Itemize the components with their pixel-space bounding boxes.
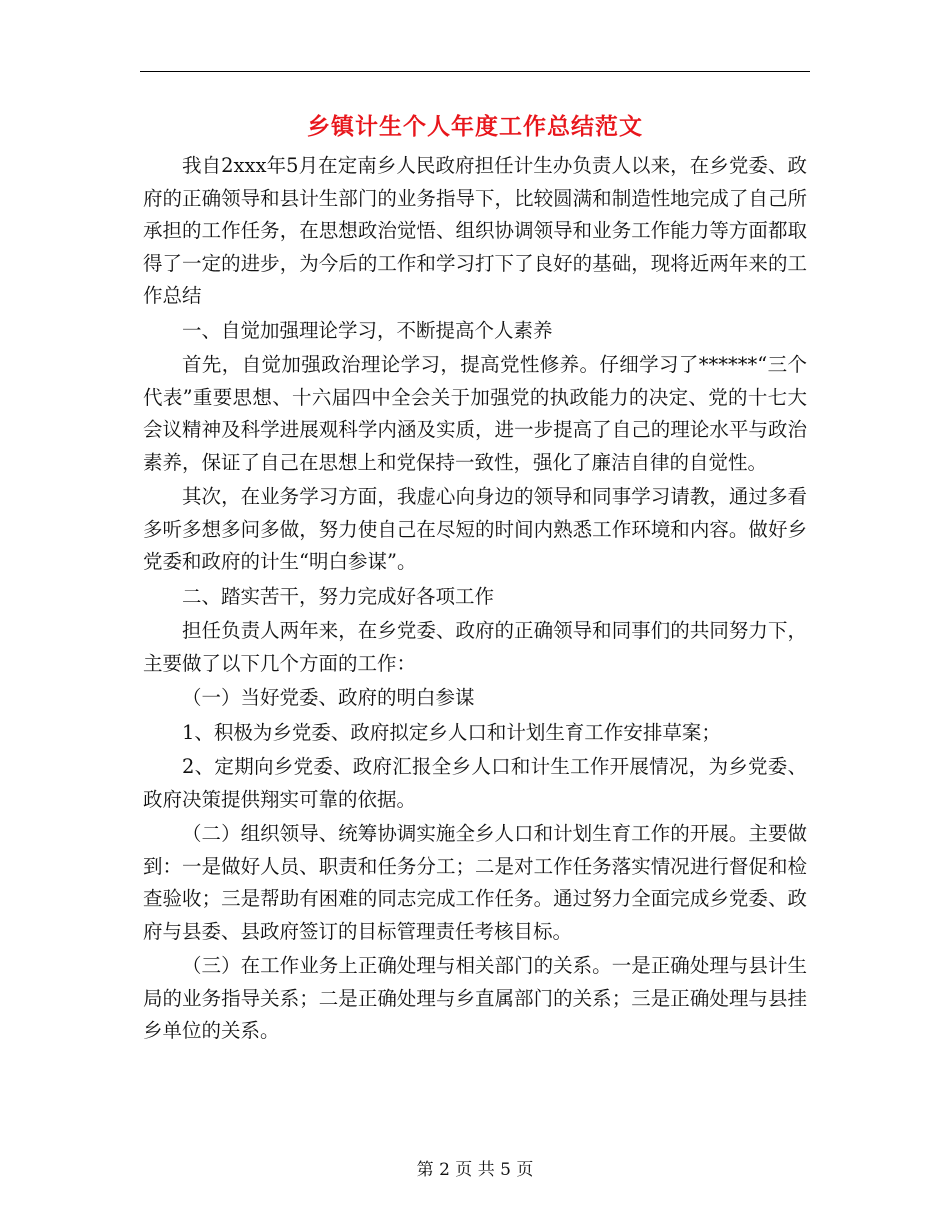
subsection-heading: （一）当好党委、政府的明白参谋 (182, 686, 475, 709)
section-heading: 一、自觉加强理论学习，不断提高个人素养 (182, 318, 553, 342)
document-body (143, 150, 807, 1050)
page-number: 第 2 页 共 5 页 (416, 1160, 534, 1180)
document-title: 乡镇计生个人年度工作总结范文 (307, 113, 643, 140)
section-heading: 二、踏实苦干，努力完成好各项工作 (182, 584, 495, 608)
paragraph: （二）组织领导、统筹协调实施全乡人口和计划生育工作的开展。主要做到：一是做好人员、职责和任务分工；二是对工作任务落实情况进行督促和检查验收；三是帮助有困难的同志完成工作任务。通过努力全面完成乡党委、政府与县委、县政府签订的目标管理责任考核目标。 (143, 822, 807, 943)
paragraph: 担任负责人两年来，在乡党委、政府的正确领导和同事们的共同努力下，主要做了以下几个方面的工作： (143, 619, 807, 675)
paragraph: 首先，自觉加强政治理论学习，提高党性修养。仔细学习了******“三个代表”重要思想、十六届四中全会关于加强党的执政能力的决定、党的十七大会议精神及科学进展观科学内涵及实质，进一步提高了自己的理论水平与政治素养，保证了自己在思想上和党保持一致性，强化了廉洁自律的自觉性。 (143, 353, 807, 474)
list-item: 2、定期向乡党委、政府汇报全乡人口和计生工作开展情况，为乡党委、政府决策提供翔实可靠的依据。 (143, 755, 807, 811)
paragraph: 我自2xxx年5月在定南乡人民政府担任计生办负责人以来，在乡党委、政府的正确领导和县计生部门的业务指导下，比较圆满和制造性地完成了自己所承担的工作任务，在思想政治觉悟、组织协调领导和业务工作能力等方面都取得了一定的进步，为今后的工作和学习打下了良好的基础，现将近两年来的工作总结 (143, 154, 807, 307)
paragraph: （三）在工作业务上正确处理与相关部门的关系。一是正确处理与县计生局的业务指导关系；二是正确处理与乡直属部门的关系；三是正确处理与县挂乡单位的关系。 (143, 954, 807, 1042)
paragraph: 其次，在业务学习方面，我虚心向身边的领导和同事学习请教，通过多看多听多想多问多做，努力使自己在尽短的时间内熟悉工作环境和内容。做好乡党委和政府的计生“明白参谋”。 (143, 485, 807, 573)
header-rule (140, 71, 810, 72)
list-item: 1、积极为乡党委、政府拟定乡人口和计划生育工作安排草案； (182, 720, 721, 744)
